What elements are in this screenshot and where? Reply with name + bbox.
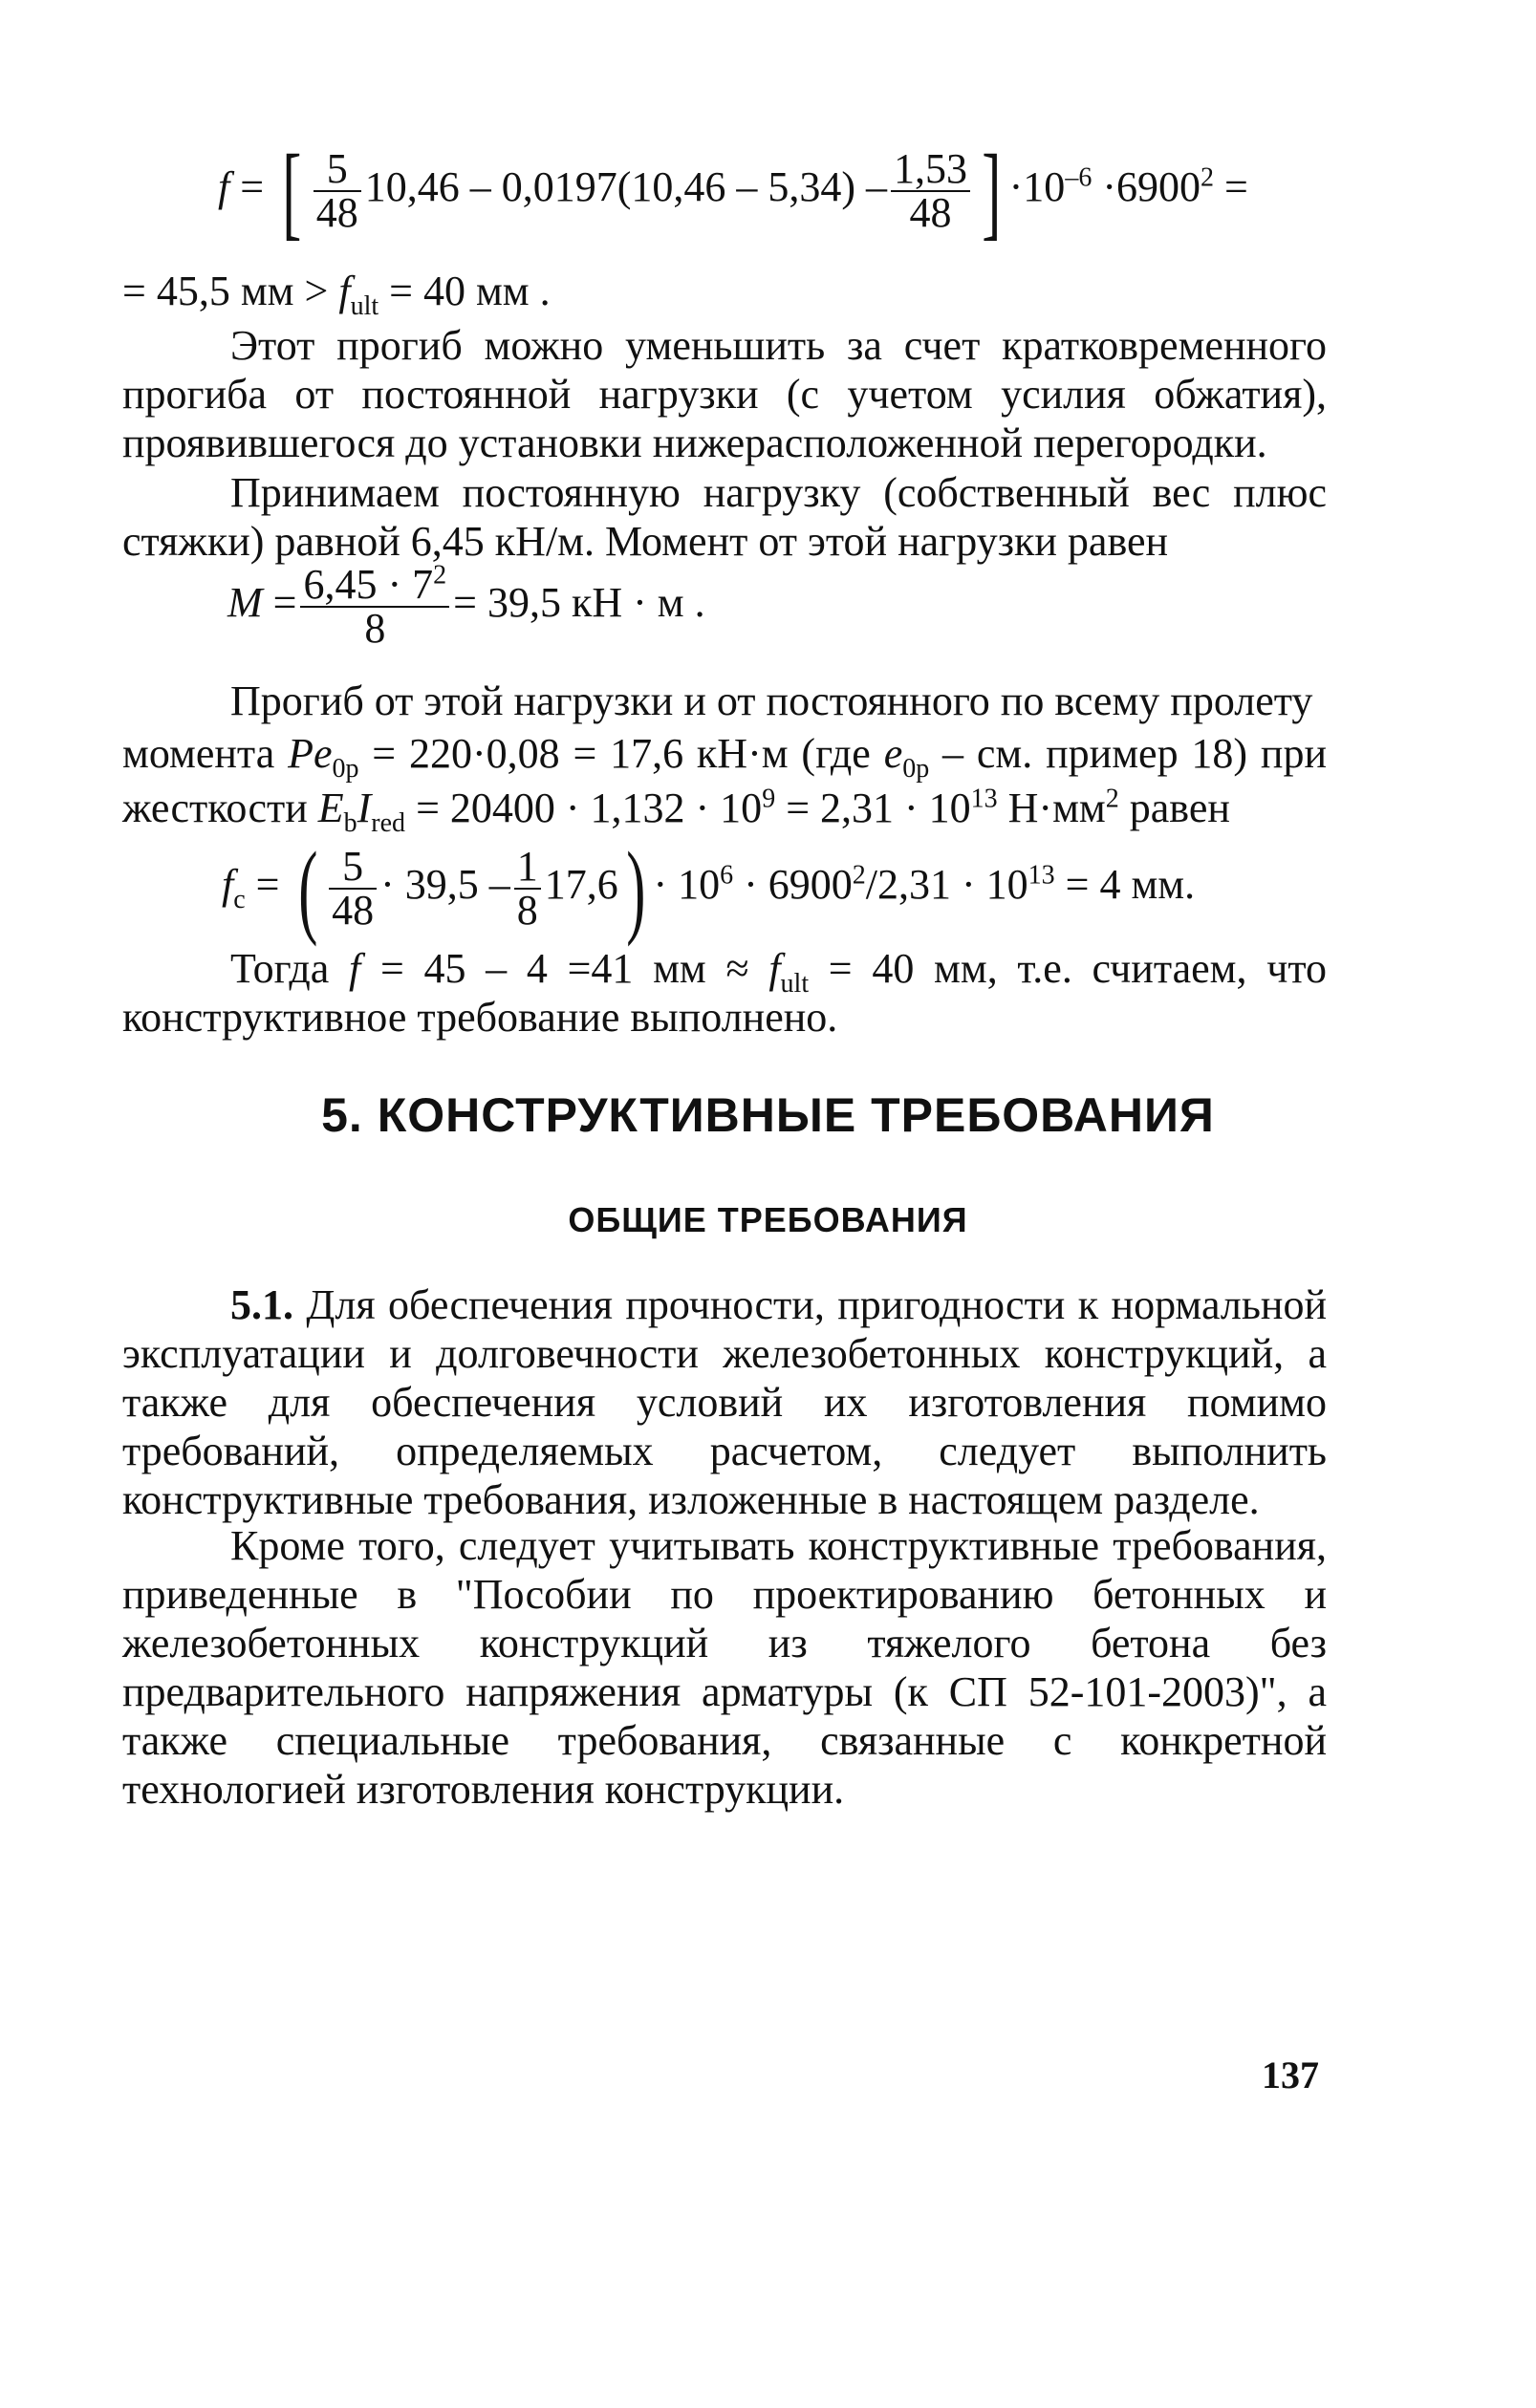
formula-deflection: f = [ $\frac{5}{48}$ 10,46 – 0,0197(10,46 – 5,34) – $\frac{1,53}{48}$ ] $\cdot 10^{-6} \cdot 6900^2$ =	[218, 133, 1248, 249]
paragraph-deflection-constant: Прогиб от этой нагрузки и от постоянного по всему пролету момента $Pe_{0p} = 220\cdot 0,08 = 17,6$ кН·м (где $e_{0p}$ – см. пример 18) при жесткости $E_bI_{red} = 20400 \cdot 1,132 \cdot 10^9 = 2,31 \cdot 10^{13}$ $Н\cdot мм^2$ равен	[122, 677, 1327, 838]
paragraph-deflection-reduction: Этот прогиб можно уменьшить за счет кратковременного прогиба от постоянной нагрузки (с учетом усилия обжатия), проявившегося до установки нижерасположенной перегородки.	[122, 322, 1327, 466]
equals-sign: =	[240, 163, 265, 211]
page-number: 137	[1262, 2053, 1319, 2096]
formula-fc: $f_c$ = ( $\frac{5}{48}$ · 39,5 – $\frac{1}{8}$ $17,6) \cdot 10^6 \cdot 6900^2/2,31 \cdot 10^{13} = 4$ мм.	[222, 830, 1196, 947]
formula-deflection-result: = 45,5 мм > $f_{ult} = 40$ мм .	[122, 268, 551, 321]
paragraph-conclusion: Тогда f = 45 – 4 =41 мм ≈ $f_{ult} = 40$ мм, т.е. считаем, что конструктивное требование выполнено.	[122, 945, 1327, 1041]
inner-expression: 10,46 – 0,0197(10,46 – 5,34) –	[364, 163, 888, 211]
paragraph-additional-requirements: Кроме того, следует учитывать конструктивные требования, приведенные в "Пособии по проектированию бетонных и железобетонных конструкций из тяжелого бетона без предварительного напряжения арматуры (к СП 52-101-2003)", а также специальные требования, связанные с конкретной технологией изготовления конструкции.	[122, 1522, 1327, 1813]
left-bracket: [	[282, 133, 302, 249]
fraction-moment: $\frac{6,45 \cdot 7^2}{8}$	[300, 564, 449, 650]
section-title: 5. КОНСТРУКТИВНЫЕ ТРЕБОВАНИЯ	[321, 1088, 1215, 1142]
fraction-5-48: $\frac{5}{48}$	[314, 148, 361, 234]
formula-moment: M = $\frac{6,45 \cdot 7^2}{8}$ = 39,5 кН · м .	[227, 560, 705, 652]
clause-number: 5.1.	[230, 1281, 293, 1328]
f-symbol: f	[218, 163, 230, 211]
paragraph-5-1: 5.1. Для обеспечения прочности, пригодности к нормальной эксплуатации и долговечности железобетонных конструкций, а также для обеспечения условий их изготовления помимо требований, определяемых расчетом, следует выполнить конструктивные требования, изложенные в настоящем разделе.	[122, 1281, 1327, 1523]
section-subtitle: ОБЩИЕ ТРЕБОВАНИЯ	[568, 1200, 968, 1239]
right-bracket: ]	[982, 133, 1002, 249]
fraction-153-48: $\frac{1,53}{48}$	[891, 148, 970, 234]
paragraph-permanent-load: Принимаем постоянную нагрузку (собственный вес плюс стяжки) равной 6,45 кН/м. Момент от этой нагрузки равен	[122, 469, 1327, 565]
